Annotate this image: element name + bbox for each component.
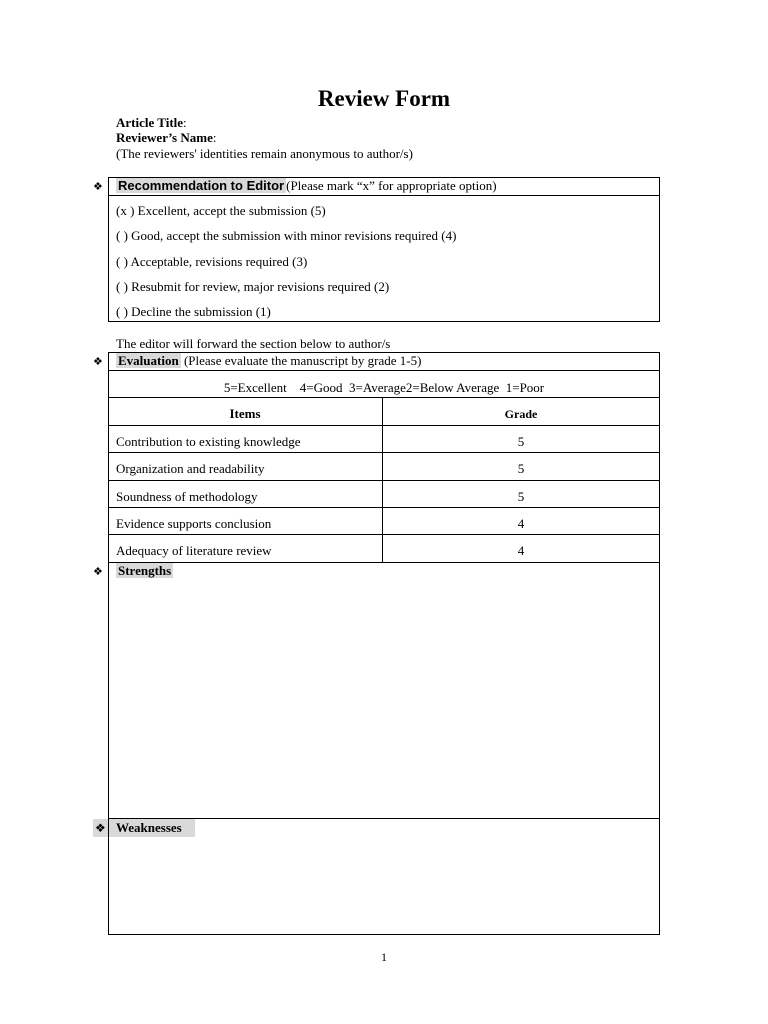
recommendation-header bbox=[116, 178, 497, 194]
recommendation-box bbox=[108, 177, 660, 322]
items-column-header: Items bbox=[229, 406, 261, 421]
evaluation-instruction: (Please evaluate the manuscript by grade 1-5) bbox=[180, 353, 422, 368]
table-rule bbox=[108, 397, 660, 398]
table-rule bbox=[108, 425, 660, 426]
table-rule bbox=[108, 452, 660, 453]
recommendation-option[interactable]: (x ) Excellent, accept the submission (5) bbox=[116, 203, 326, 218]
weaknesses-heading: Weaknesses bbox=[116, 820, 182, 835]
page-title: Review Form bbox=[317, 86, 451, 111]
anonymity-note: (The reviewers' identities remain anonymous to author/s) bbox=[116, 146, 413, 161]
table-row-item: Organization and readability bbox=[116, 461, 265, 476]
reviewer-name-label: Reviewer’s Name bbox=[116, 130, 213, 145]
table-row-item: Soundness of methodology bbox=[116, 489, 258, 504]
article-title-line: Article Title: bbox=[116, 115, 187, 130]
article-title-label: Article Title bbox=[116, 115, 184, 130]
table-rule bbox=[108, 370, 660, 371]
bullet-diamond-icon: ❖ bbox=[93, 356, 103, 368]
recommendation-option[interactable]: ( ) Good, accept the submission with minor revisions required (4) bbox=[116, 228, 457, 243]
strengths-header bbox=[116, 563, 173, 579]
column-rule bbox=[382, 397, 383, 563]
recommendation-heading: Recommendation to Editor bbox=[118, 178, 285, 193]
table-rule bbox=[108, 507, 660, 508]
forward-note: The editor will forward the section below to author/s bbox=[116, 336, 391, 351]
table-rule bbox=[108, 480, 660, 481]
recommendation-option[interactable]: ( ) Resubmit for review, major revisions required (2) bbox=[116, 279, 390, 294]
table-row-grade[interactable]: 5 bbox=[517, 489, 525, 504]
table-row-item: Evidence supports conclusion bbox=[116, 516, 272, 531]
table-row-grade[interactable]: 4 bbox=[517, 543, 525, 558]
strengths-heading: Strengths bbox=[118, 563, 172, 578]
strengths-box[interactable] bbox=[108, 562, 660, 819]
table-rule bbox=[108, 534, 660, 535]
grade-scale: 5=Excellent 4=Good 3=Average2=Below Average 1=Poor bbox=[223, 380, 545, 395]
evaluation-heading: Evaluation bbox=[118, 353, 179, 368]
table-row-item: Adequacy of literature review bbox=[116, 543, 272, 558]
evaluation-header bbox=[116, 353, 421, 369]
table-row-grade[interactable]: 4 bbox=[517, 516, 525, 531]
page-number: 1 bbox=[381, 950, 387, 964]
bullet-diamond-icon: ❖ bbox=[95, 821, 106, 835]
reviewer-name-line: Reviewer’s Name: bbox=[116, 130, 217, 145]
table-row-grade[interactable]: 5 bbox=[517, 434, 525, 449]
recommendation-instruction: (Please mark “x” for appropriate option) bbox=[286, 178, 497, 193]
table-row-grade[interactable]: 5 bbox=[517, 461, 525, 476]
recommendation-option[interactable]: ( ) Acceptable, revisions required (3) bbox=[116, 254, 308, 269]
bullet-diamond-icon: ❖ bbox=[93, 181, 103, 193]
bullet-diamond-icon: ❖ bbox=[93, 566, 103, 578]
table-row-item: Contribution to existing knowledge bbox=[116, 434, 301, 449]
recommendation-divider bbox=[108, 195, 660, 196]
grade-column-header: Grade bbox=[504, 407, 538, 421]
weaknesses-box[interactable] bbox=[108, 818, 660, 935]
recommendation-option[interactable]: ( ) Decline the submission (1) bbox=[116, 304, 271, 319]
